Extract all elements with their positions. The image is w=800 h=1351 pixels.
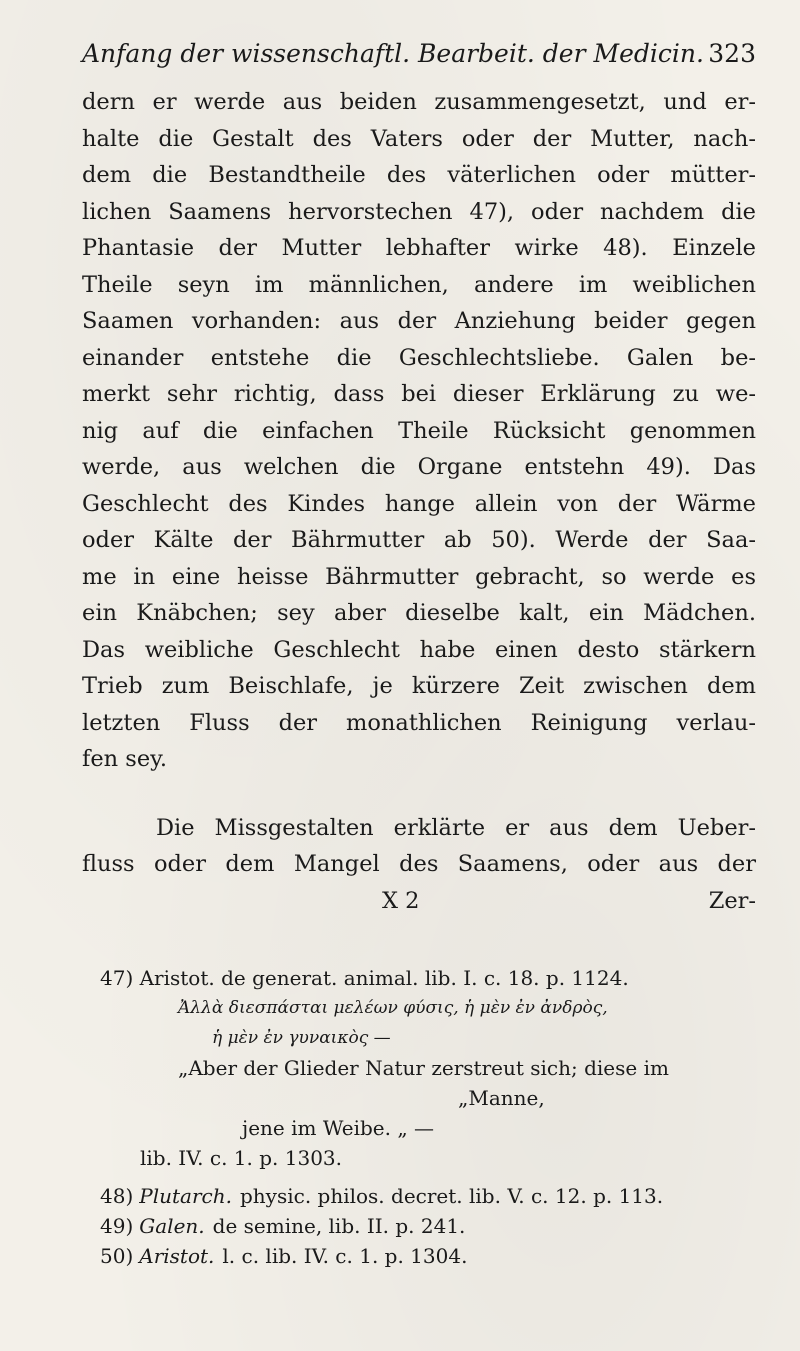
footnote-49: [82, 1211, 756, 1241]
text-line: Die Missgestalten erklärte er aus dem Ueber-: [156, 814, 756, 841]
footnote-text: physic. philos. decret. lib. V. c. 12. p. 113.: [239, 1183, 664, 1208]
footnote-number: 50): [100, 1243, 134, 1268]
text-line: dern er werde aus beiden zusammengesetzt, und er-: [82, 89, 756, 115]
text-line: werde, aus welchen die Organe entstehn 49). Das: [82, 454, 756, 480]
footnote-gap: [82, 1173, 756, 1181]
text-line: Geschlecht des Kindes hange allein von der Wärme: [82, 490, 756, 517]
signature-mark: X 2: [382, 887, 420, 914]
footnote-author: Aristot.: [139, 1243, 215, 1268]
footnotes: [82, 963, 756, 1271]
running-head: [82, 34, 756, 74]
text-line: letzten Fluss der monathlichen Reinigung verlau-: [82, 709, 756, 736]
footnote-47-german-translation: „Aber der Glieder Natur zerstreut sich; diese im: [178, 1055, 669, 1080]
text-line: lichen Saamens hervorstechen 47), oder nachdem die: [82, 198, 756, 225]
text-line: Trieb zum Beischlafe, je kürzere Zeit zwischen dem: [82, 673, 756, 699]
text-line: Theile seyn im männlichen, andere im weiblichen: [82, 271, 756, 298]
footnote-47-german-translation-cont: „Manne,: [458, 1085, 545, 1110]
paragraph-1: [82, 84, 756, 778]
text-line: Phantasie der Mutter lebhafter wirke 48). Einzele: [82, 235, 756, 261]
text-line: oder Kälte der Bährmutter ab 50). Werde der Saa-: [82, 527, 756, 553]
catchword: Zer-: [708, 887, 756, 914]
text-line: merkt sehr richtig, dass bei dieser Erklärung zu we-: [82, 381, 756, 407]
text-line: nig auf die einfachen Theile Rücksicht genommen: [82, 417, 756, 444]
footnote-text: de semine, lib. II. p. 241.: [212, 1213, 466, 1238]
footnote-47: 47) Aristot. de generat. animal. lib. I. c. 18. p. 1124.: [100, 965, 629, 990]
text-line: me in eine heisse Bährmutter gebracht, so werde es: [82, 563, 756, 590]
page-number: 323: [708, 39, 756, 68]
footnote-number: 48): [100, 1183, 134, 1208]
text-line: dem die Bestandtheile des väterlichen oder mütter-: [82, 162, 756, 188]
footnote-text: l. c. lib. IV. c. 1. p. 1304.: [222, 1243, 468, 1268]
footnote-50: [82, 1241, 756, 1271]
text-line: einander entstehe die Geschlechtsliebe. Galen be-: [82, 344, 756, 371]
main-text: [82, 84, 756, 919]
running-title: Anfang der wissenschaftl. Bearbeit. der Medicin.: [82, 39, 704, 68]
signature-row: [82, 883, 756, 919]
text-line: Das weibliche Geschlecht habe einen desto stärkern: [82, 636, 756, 663]
footnote-47-greek-quote-cont: ἡ μὲν ἐν γυναικὸς —: [212, 1027, 391, 1048]
footnote-author: Plutarch.: [139, 1183, 232, 1208]
footnote-48: [82, 1181, 756, 1211]
footnote-47-reference: lib. IV. c. 1. p. 1303.: [140, 1145, 343, 1170]
footnote-number: 49): [100, 1213, 134, 1238]
text-line: fluss oder dem Mangel des Saamens, oder aus der: [82, 851, 756, 877]
footnote-47-greek-quote: Ἀλλὰ διεσπάσται μελέων φύσις, ἡ μὲν ἐν ἀνδρὸς,: [178, 997, 608, 1018]
paragraph-2: [82, 810, 756, 883]
footnote-47-german-translation-end: jene im Weibe. „ —: [242, 1115, 435, 1140]
text-line: ein Knäbchen; sey aber dieselbe kalt, ein Mädchen.: [82, 600, 756, 626]
paragraph-gap: [82, 778, 756, 810]
text-line: halte die Gestalt des Vaters oder der Mutter, nach-: [82, 125, 756, 152]
footnote-author: Galen.: [139, 1213, 205, 1238]
text-line: Saamen vorhanden: aus der Anziehung beider gegen: [82, 308, 756, 334]
text-line: fen sey.: [82, 746, 168, 772]
